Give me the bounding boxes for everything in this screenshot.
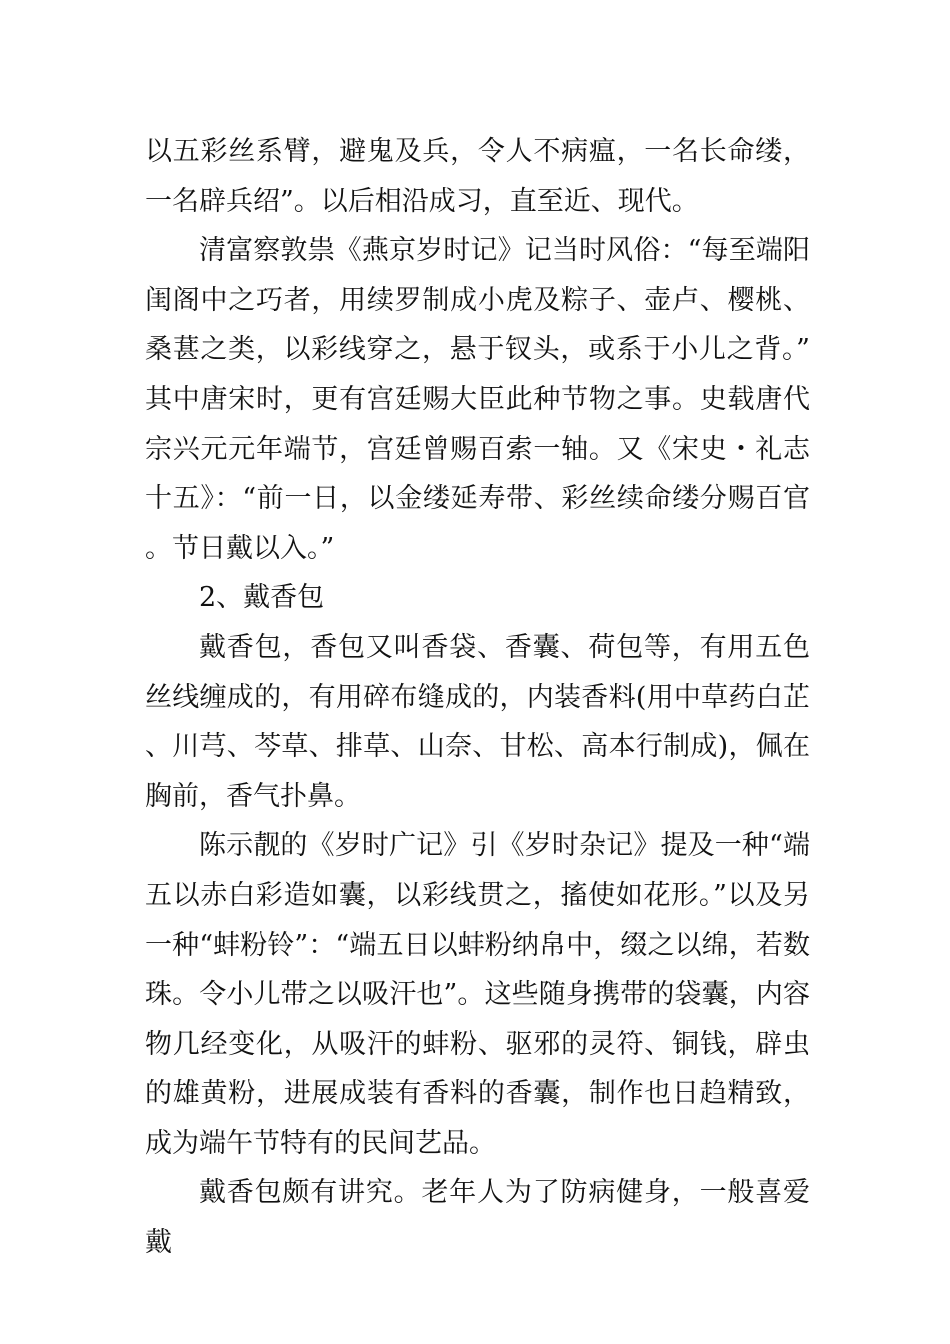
document-body — [145, 127, 810, 1268]
paragraph-sachet-description: 戴香包，香包又叫香袋、香囊、荷包等，有用五色丝线缠成的，有用碎布缝成的，内装香料(用中草药白芷、川芎、芩草、排草、山奈、甘松、高本行制成)，佩在胸前，香气扑鼻。 — [145, 631, 810, 812]
paragraph-sachet-customs: 戴香包颇有讲究。老年人为了防病健身，一般喜爱戴 — [145, 1177, 810, 1259]
paragraph-suishi-guangji: 陈示靓的《岁时广记》引《岁时杂记》提及一种“端五以赤白彩造如囊，以彩线贯之，搐使如花形。”以及另一种“蚌粉铃”：“端五日以蚌粉纳帛中，缀之以绵，若数珠。令小儿带之以吸汗也”。这些随身携带的袋囊，内容物几经变化，从吸汗的蚌粉、驱邪的灵符、铜钱，辟虫的雄黄粉，进展成装有香料的香囊，制作也日趋精致，成为端午节特有的民间艺品。 — [145, 830, 810, 1159]
paragraph-colored-silk-continuation: 以五彩丝系臂，避鬼及兵，令人不病瘟，一名长命缕，一名辟兵绍”。以后相沿成习，直至近、现代。 — [145, 136, 810, 217]
section-heading-sachet: 2、戴香包 — [199, 582, 325, 614]
paragraph-yanjing-suishi-ji: 清富察敦祟《燕京岁时记》记当时风俗：“每至端阳闺阁中之巧者，用续罗制成小虎及粽子、壶卢、樱桃、桑葚之类，以彩线穿之，悬于钗头，或系于小儿之背。”其中唐宋时，更有宫廷赐大臣此种节物之事。史载唐代宗兴元元年端节，宫廷曾赐百索一轴。又《宋史・礼志十五》：“前一日，以金缕延寿带、彩丝续命缕分赐百官。节日戴以入。” — [145, 235, 810, 564]
